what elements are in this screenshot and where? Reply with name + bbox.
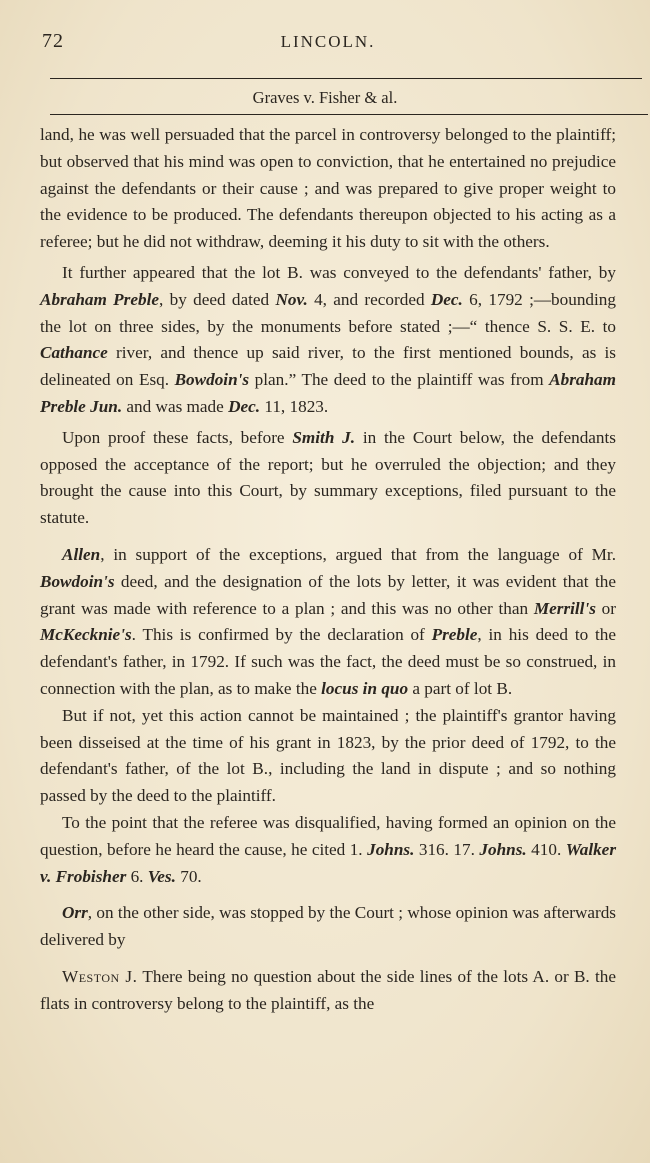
case-title-rule <box>50 114 648 115</box>
paragraph-6: To the point that the referee was disqualified, having formed an opinion on the question, before he heard the cause, he cited 1. Johns. 316. 17. Johns. 410. Walker v. Frobisher 6. Ves. 70. <box>40 812 617 886</box>
top-rule <box>50 78 642 79</box>
case-title: Graves v. Fisher & al. <box>252 88 398 107</box>
paragraph-7: Orr, on the other side, was stopped by the Court ; whose opinion was afterwards delivered by <box>40 903 616 950</box>
running-head <box>40 0 616 62</box>
paragraph-3: Upon proof these facts, before Smith J. in the Court below, the defendants opposed the acceptance of the report; but he overruled the objection; and they brought the cause into this Court, by summary exceptions, filed pursuant to the statute. <box>40 427 616 528</box>
paragraph-4: Allen, in support of the exceptions, argued that from the language of Mr. Bowdoin's deed, and the designation of the lots by letter, it was evident that the grant was made with reference to a plan ; and this was no other than Merrill's or McKecknie's. This is confirmed by the declaration of Preble, in his deed to the defendant's father, in 1792. If such was the fact, the deed must be so construed, in connection with the plan, as to make the locus in quo a part of lot B. <box>40 544 616 698</box>
running-title: LINCOLN. <box>280 32 376 51</box>
page-number: 72 <box>42 30 64 52</box>
page-body <box>40 122 616 1018</box>
paragraph-8: Weston J. There being no question about the side lines of the lots A. or B. the flats in controversy belong to the plaintiff, as the <box>40 966 616 1013</box>
paragraph-2: It further appeared that the lot B. was conveyed to the defendants' father, by Abraham Preble, by deed dated Nov. 4, and recorded Dec. 6, 1792 ;—bounding the lot on three sides, by the monuments before stated ;—“ thence S. S. E. to Cathance river, and thence up said river, to the first mentioned bounds, as is delineated on Esq. Bowdoin's plan.” The deed to the plaintiff was from Abraham Preble Jun. and was made Dec. 11, 1823. <box>40 262 617 416</box>
paragraph-5: But if not, yet this action cannot be maintained ; the plaintiff's grantor having been disseised at the time of his grant in 1823, by the prior deed of 1792, to the defendant's father, of the lot B., including the land in dispute ; and so nothing passed by the deed to the plaintiff. <box>40 705 616 806</box>
paragraph-1: land, he was well persuaded that the parcel in controversy belonged to the plaintiff; but observed that his mind was open to conviction, that he entertained no prejudice against the defendants or their cause ; and was prepared to give proper weight to the evidence to be produced. The defendants thereupon objected to his acting as a referee; but he did not withdraw, deeming it his duty to sit with the others. <box>40 125 616 252</box>
